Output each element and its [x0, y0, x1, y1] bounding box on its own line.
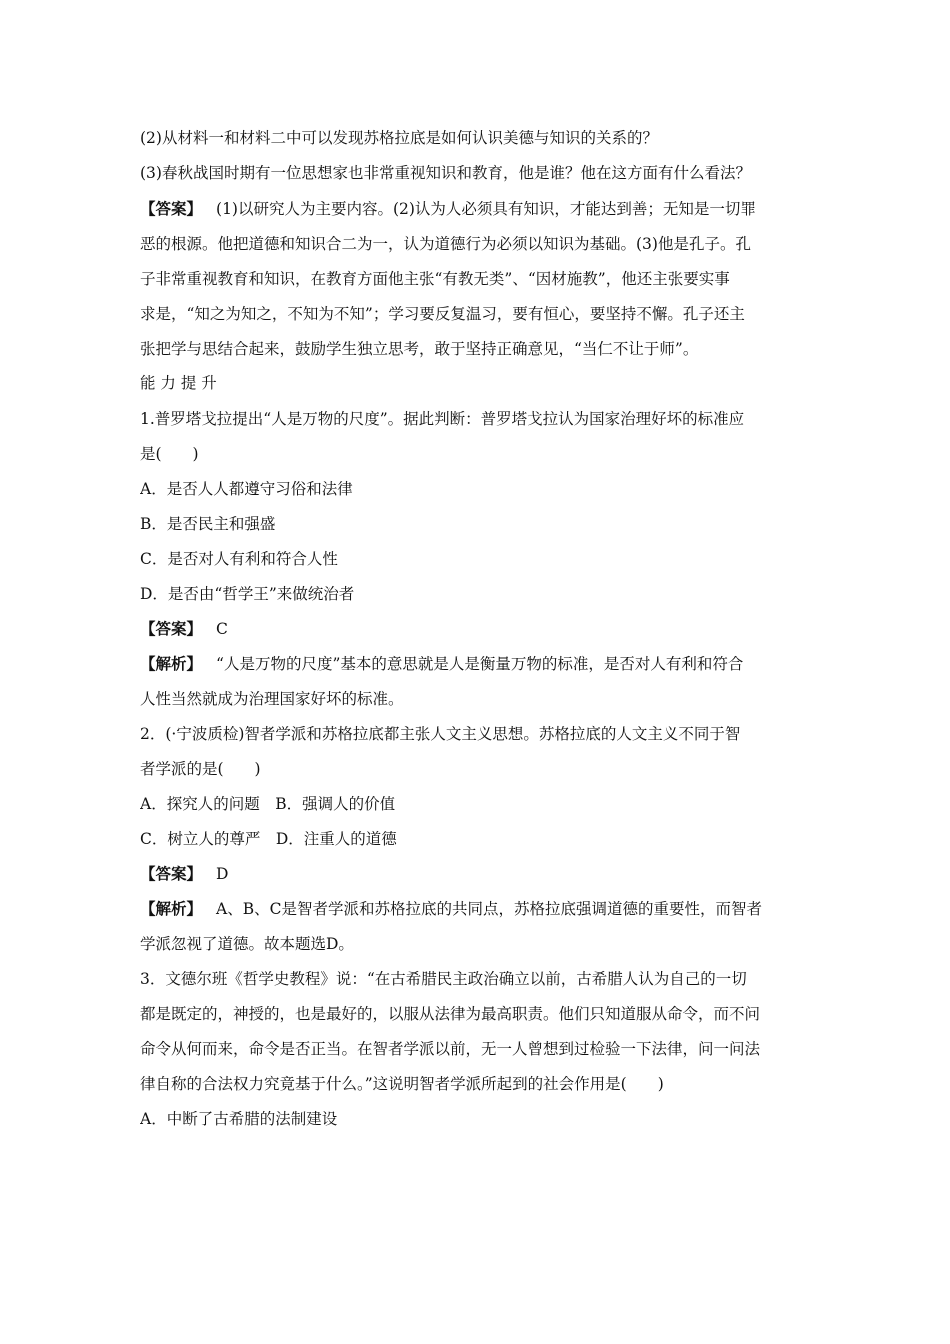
q1-stem-line-1: 1.普罗塔戈拉提出“人是万物的尺度”。据此判断：普罗塔戈拉认为国家治理好坏的标准应: [140, 410, 745, 428]
q1-option-d: D．是否由“哲学王”来做统治者: [140, 585, 355, 603]
answer-text: (1)以研究人为主要内容。(2)认为人必须具有知识，才能达到善；无知是一切罪: [216, 200, 756, 218]
q2-analysis-line-1: [140, 899, 820, 919]
q2-stem-line-2: 者学派的是( ): [140, 760, 261, 778]
q3-stem-line-1: 3．文德尔班《哲学史教程》说：“在古希腊民主政治确立以前，古希腊人认为自己的一切: [140, 970, 747, 988]
q1-answer-label: 【答案】: [140, 619, 203, 638]
q3-option-a: A．中断了古希腊的法制建设: [140, 1110, 338, 1128]
q1-answer: [140, 619, 820, 639]
section-title: 能 力 提 升: [140, 374, 217, 392]
q3-stem-line-2: 都是既定的，神授的，也是最好的，以服从法律为最高职责。他们只知道服从命令，而不问: [140, 1005, 761, 1023]
q2-options-cd: C．树立人的尊严 D．注重人的道德: [140, 830, 397, 848]
q3-stem-line-4: 律自称的合法权力究竟基于什么。”这说明智者学派所起到的社会作用是( ): [140, 1075, 664, 1093]
q1-stem-line-2: 是( ): [140, 445, 199, 463]
q2-analysis-label: 【解析】: [140, 899, 203, 918]
answer-line-1: [140, 199, 820, 219]
question-2-text: (2)从材料一和材料二中可以发现苏格拉底是如何认识美德与知识的关系的？: [140, 129, 658, 147]
question-3-text: (3)春秋战国时期有一位思想家也非常重视知识和教育，他是谁？他在这方面有什么看法？: [140, 164, 751, 182]
answer-line-5: 张把学与思结合起来，鼓励学生独立思考，敢于坚持正确意见，“当仁不让于师”。: [140, 340, 699, 358]
q1-answer-value: C: [216, 620, 228, 638]
q2-stem-line-1: 2．(·宁波质检)智者学派和苏格拉底都主张人文主义思想。苏格拉底的人文主义不同于智: [140, 725, 741, 743]
answer-line-4: 求是，“知之为知之，不知为不知”；学习要反复温习，要有恒心，要坚持不懈。孔子还主: [140, 305, 745, 323]
q1-analysis-label: 【解析】: [140, 654, 203, 673]
q2-analysis-text: A、B、C是智者学派和苏格拉底的共同点，苏格拉底强调道德的重要性，而智者: [216, 900, 762, 918]
q1-analysis-line-1: [140, 654, 820, 674]
answer-line-3: 子非常重视教育和知识，在教育方面他主张“有教无类”、“因材施教”，他还主张要实事: [140, 270, 730, 288]
answer-line-2: 恶的根源。他把道德和知识合二为一，认为道德行为必须以知识为基础。(3)他是孔子。孔: [140, 235, 751, 253]
q1-option-c: C．是否对人有利和符合人性: [140, 550, 338, 568]
answer-label: 【答案】: [140, 199, 203, 218]
q2-answer: [140, 864, 820, 884]
q2-options-ab: A．探究人的问题 B．强调人的价值: [140, 795, 396, 813]
q1-option-b: B．是否民主和强盛: [140, 515, 276, 533]
q2-answer-value: D: [216, 865, 229, 883]
q2-answer-label: 【答案】: [140, 864, 203, 883]
q3-stem-line-3: 命令从何而来，命令是否正当。在智者学派以前，无一人曾想到过检验一下法律，问一问法: [140, 1040, 761, 1058]
q2-analysis-line-2: 学派忽视了道德。故本题选D。: [140, 935, 354, 953]
q1-analysis-text: “人是万物的尺度”基本的意思就是人是衡量万物的标准，是否对人有利和符合: [216, 655, 744, 673]
q1-analysis-line-2: 人性当然就成为治理国家好坏的标准。: [140, 690, 404, 708]
q1-option-a: A．是否人人都遵守习俗和法律: [140, 480, 353, 498]
